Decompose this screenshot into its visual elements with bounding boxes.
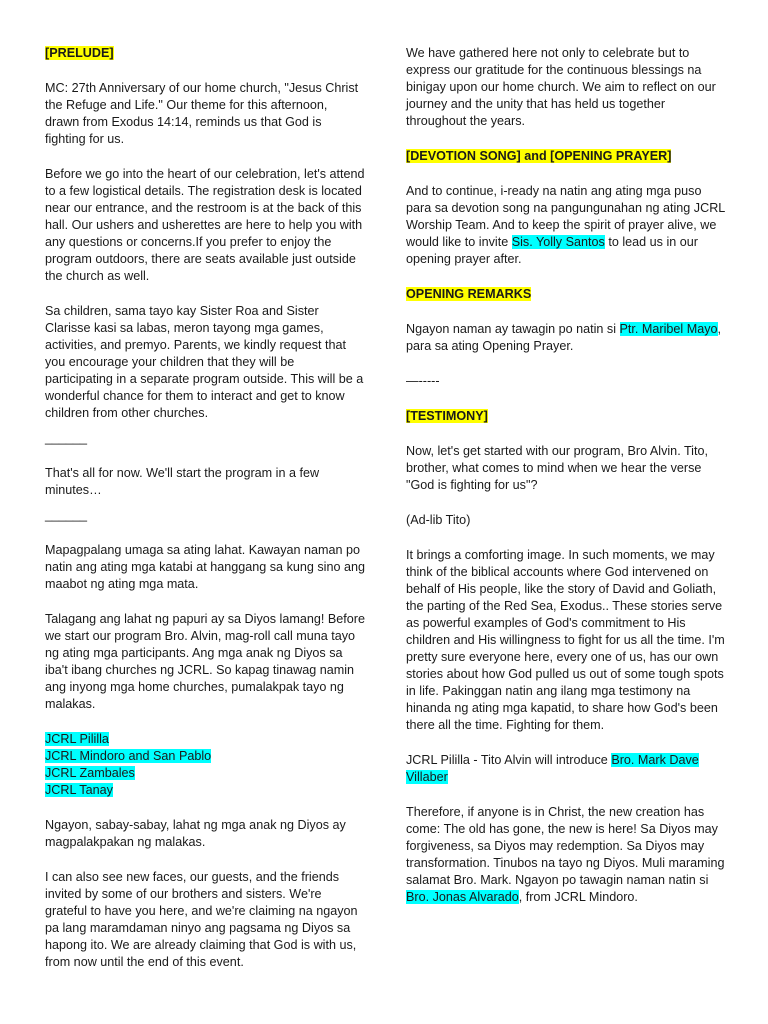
church-list-item: JCRL Zambales: [45, 766, 135, 780]
gratitude-paragraph: We have gathered here not only to celebrate but to express our gratitude for the continuous blessings na binigay upon our home church. We aim to reflect on our journey and the unity that has held us together throughout the years.: [406, 46, 716, 128]
introduction-paragraph: [406, 752, 728, 786]
new-creation-text: Therefore, if anyone is in Christ, the new creation has come: The old has gone, the new is here! Sa Diyos may forgiveness, sa Diyos may redemption. Sa Diyos may transformation. Tinubos na tayo ng Diyos. Muli maraming salamat Bro. Mark. Ngayon po tawagin naman natin si: [406, 805, 725, 887]
right-column: [406, 45, 728, 924]
devotion-text: And to continue, i-ready na natin ang ating mga puso para sa devotion song na pangungunahan ng ating JCRL Worship Team. And to keep the spirit of prayer alive, we would like to invite: [406, 184, 725, 249]
remarks-paragraph: [406, 321, 728, 355]
highlighted-name: Ptr. Maribel Mayo: [619, 322, 718, 336]
devotion-heading: [406, 148, 728, 165]
church-list-item: JCRL Pililla: [45, 732, 109, 746]
highlighted-name: Bro. Mark Dave Villaber: [406, 753, 699, 784]
church-list-item: JCRL Tanay: [45, 783, 113, 797]
separator-line: ______: [45, 431, 88, 445]
reflection-paragraph: It brings a comforting image. In such moments, we may think of the biblical accounts where God intervened on behalf of His people, like the story of David and Goliath, the parting of the Red Sea, Exodus.. These stories serve as powerful examples of God's commitment to His children and His willingness to fight for us all the time. I'm pretty sure everyone here, every one of us, has our own stories about how God pulled us out of some tough spots in life. Pakinggan natin ang ilang mga testimony na hinanda ng ating mga kapatid, to share how God's been there all the time. Fighting for them.: [406, 548, 725, 732]
devotion-paragraph: [406, 183, 728, 268]
left-column: [45, 45, 365, 989]
testimony-heading-text: [TESTIMONY]: [406, 409, 488, 423]
introduction-text: JCRL Pililla - Tito Alvin will introduce: [406, 753, 612, 767]
logistics-paragraph: Before we go into the heart of our celebration, let's attend to a few logistical details. The registration desk is located near our entrance, and the restroom is at the back of this hall. Our ushers and usherettes are here to help you with any questions or concerns.If you prefer to enjoy the program outdoors, there are seats available just outside the church as well.: [45, 167, 365, 283]
prelude-heading-text: [PRELUDE]: [45, 46, 114, 60]
new-creation-paragraph: [406, 804, 728, 906]
devotion-text-end: to lead us in our opening prayer after.: [406, 235, 698, 266]
church-list-item: JCRL Mindoro and San Pablo: [45, 749, 212, 763]
guests-paragraph: I can also see new faces, our guests, and the friends invited by some of our brothers and sisters. We're grateful to have you here, and we're claiming na ngayon pa lang maramdaman ninyo ang pagsama ng Diyos sa hapong ito. We are already claiming that God is with us, from now until the end of this event.: [45, 870, 358, 969]
greeting-paragraph: Mapagpalang umaga sa ating lahat. Kawayan naman po natin ang ating mga katabi at hanggang sa kung sino ang maabot ng ating mga mata.: [45, 543, 365, 591]
remarks-text-end: , para sa ating Opening Prayer.: [406, 322, 722, 353]
church-list: [45, 731, 365, 799]
highlighted-name: Sis. Yolly Santos: [511, 235, 605, 249]
ad-lib-note: (Ad-lib Tito): [406, 513, 471, 527]
new-creation-text-end: , from JCRL Mindoro.: [518, 890, 638, 904]
mc-intro-paragraph: MC: 27th Anniversary of our home church, "Jesus Christ the Refuge and Life." Our theme for this afternoon, drawn from Exodus 14:14, reminds us that God is fighting for us.: [45, 81, 359, 146]
highlighted-name: Bro. Jonas Alvarado: [406, 890, 519, 904]
devotion-heading-text: [DEVOTION SONG] and [OPENING PRAYER]: [406, 149, 672, 163]
remarks-heading-text: OPENING REMARKS: [406, 287, 532, 301]
remarks-text: Ngayon naman ay tawagin po natin si: [406, 322, 620, 336]
testimony-heading: [406, 408, 728, 425]
program-start-paragraph: Now, let's get started with our program, Bro Alvin. Tito, brother, what comes to mind when we hear the verse "God is fighting for us"?: [406, 444, 708, 492]
remarks-heading: [406, 286, 728, 303]
closing-note-paragraph: That's all for now. We'll start the program in a few minutes…: [45, 466, 320, 497]
applause-paragraph: Ngayon, sabay-sabay, lahat ng mga anak ng Diyos ay magpalakpakan ng malakas.: [45, 818, 346, 849]
separator-line: ______: [45, 508, 88, 522]
children-paragraph: Sa children, sama tayo kay Sister Roa and Sister Clarisse kasi sa labas, meron tayong mga games, activities, and premyo. Parents, we kindly request that you encourage your children that they will be participating in a separate program outside. This will be a wonderful chance for them to interact and get to know children from other churches.: [45, 304, 364, 420]
prelude-heading: [45, 45, 365, 62]
roll-call-paragraph: Talagang ang lahat ng papuri ay sa Diyos lamang! Before we start our program Bro. Alvin, mag-roll call muna tayo ng ating mga participants. Ang mga anak ng Diyos sa iba't ibang churches ng JCRL. So kapag tinawag namin ang inyong mga home churches, pumalakpak tayo ng malakas.: [45, 612, 365, 711]
separator-line: —-----: [406, 374, 440, 388]
